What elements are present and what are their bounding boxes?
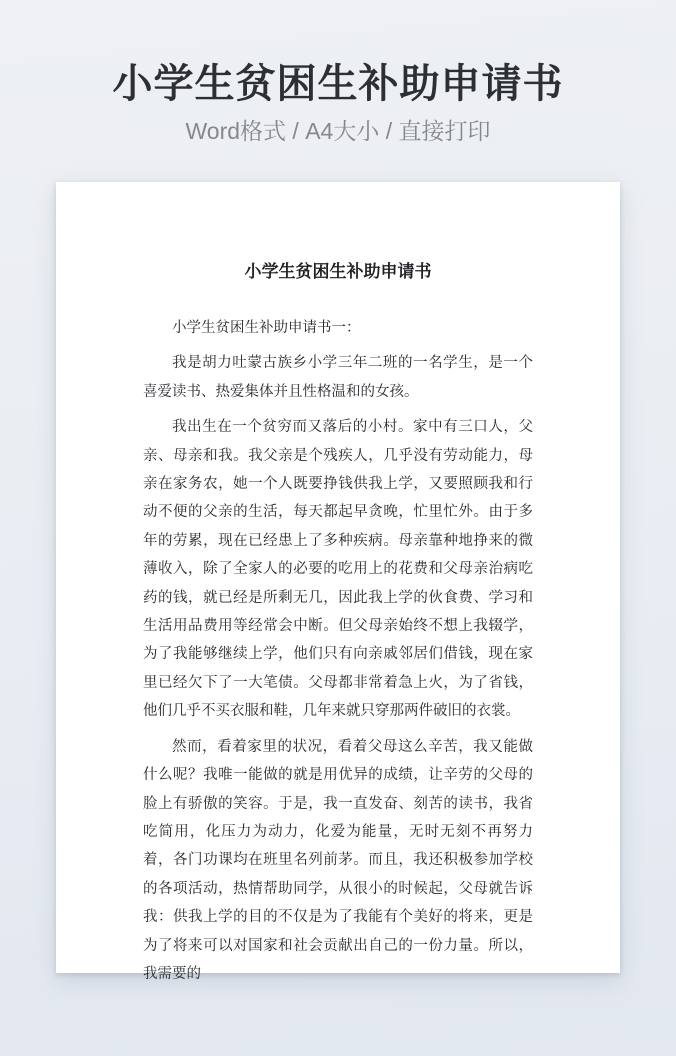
document-page-preview [56,182,620,982]
page-subtitle: Word格式 / A4大小 / 直接打印 [185,118,491,144]
document-paragraph: 我出生在一个贫穷而又落后的小村。家中有三口人，父亲、母亲和我。我父亲是个残疾人，几乎没有劳动能力，母亲在家务农，她一个人既要挣钱供我上学，又要照顾我和行动不便的父亲的生活，每天都起早贪晚，忙里忙外。由于多年的劳累，现在已经患上了多种疾病。母亲靠种地挣来的微薄收入，除了全家人的必要的吃用上的花费和父母亲治病吃药的钱，就已经是所剩无几，因此我上学的伙食费、学习和生活用品费用等经常会中断。但父母亲始终不想上我辍学，为了我能够继续上学，他们只有向亲戚邻居们借钱，现在家里已经欠下了一大笔债。父母都非常着急上火，为了省钱，他们几乎不买衣服和鞋，几年来就只穿那两件破旧的衣裳。 [143,419,533,720]
document-paragraph: 小学生贫困生补助申请书一： [172,320,361,336]
document-paragraph: 然而，看着家里的状况，看着父母这么辛苦，我又能做什么呢？我唯一能做的就是用优异的成绩，让辛劳的父母的脸上有骄傲的笑容。于是，我一直发奋、刻苦的读书，我省吃简用，化压力为动力，化爱为能量，无时无刻不再努力着，各门功课均在班里名列前茅。而且，我还积极参加学校的各项活动，热情帮助同学，从很小的时候起，父母就告诉我：供我上学的目的不仅是为了我能有个美好的将来，更是为了将来可以对国家和社会贡献出自己的一份力量。所以，我需要的 [143,738,533,982]
page-header [0,0,676,146]
document-title: 小学生贫困生补助申请书 [244,262,432,281]
document-body [143,314,533,988]
document-paragraph: 我是胡力吐蒙古族乡小学三年二班的一名学生，是一个喜爱读书、热爱集体并且性格温和的女孩。 [143,355,533,400]
page-title: 小学生贫困生补助申请书 [112,62,564,106]
